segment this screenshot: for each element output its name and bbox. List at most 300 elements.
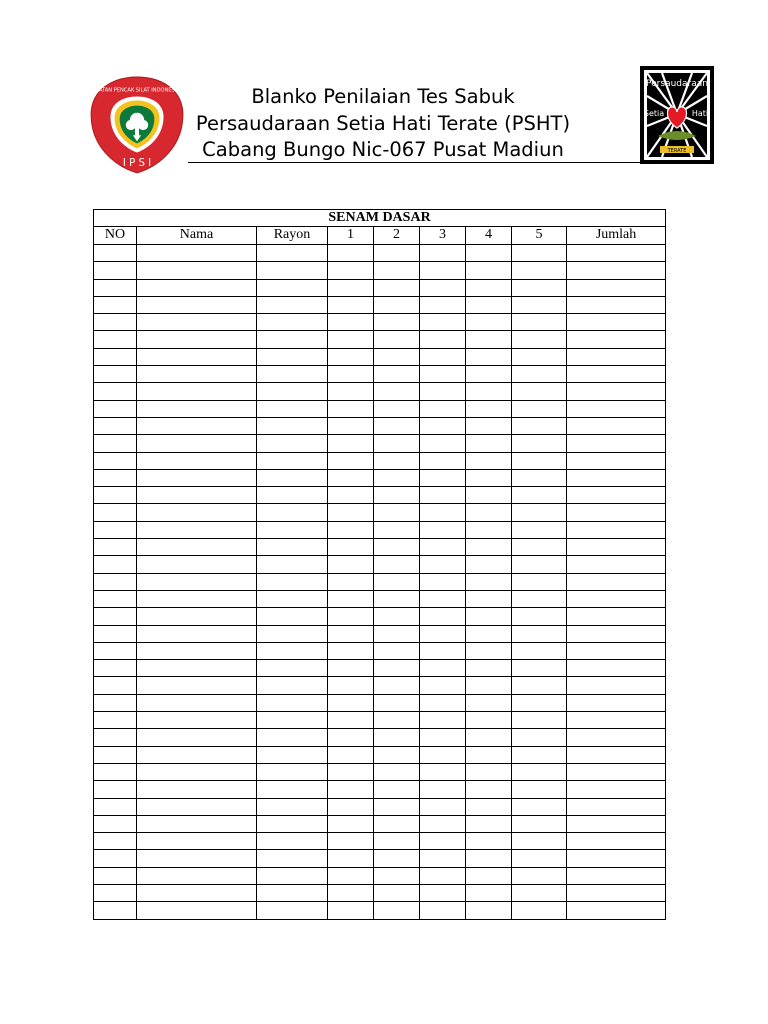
table-cell <box>257 383 328 400</box>
table-cell <box>420 452 466 469</box>
table-cell <box>94 677 137 694</box>
table-cell <box>466 867 512 884</box>
table-cell <box>567 469 666 486</box>
table-row <box>94 729 666 746</box>
table-cell <box>567 781 666 798</box>
table-cell <box>374 556 420 573</box>
table-row <box>94 331 666 348</box>
table-row <box>94 400 666 417</box>
table-cell <box>137 539 257 556</box>
table-cell <box>466 590 512 607</box>
table-cell <box>94 521 137 538</box>
table-cell <box>94 504 137 521</box>
table-cell <box>137 331 257 348</box>
table-cell <box>420 521 466 538</box>
table-row <box>94 556 666 573</box>
table-cell <box>466 608 512 625</box>
table-cell <box>420 539 466 556</box>
table-cell <box>466 504 512 521</box>
table-cell <box>94 245 137 262</box>
table-cell <box>94 279 137 296</box>
table-cell <box>257 815 328 832</box>
table-cell <box>374 781 420 798</box>
table-cell <box>512 504 567 521</box>
column-header-no: NO <box>94 227 137 245</box>
table-cell <box>420 867 466 884</box>
table-cell <box>512 452 567 469</box>
table-cell <box>328 314 374 331</box>
table-cell <box>567 660 666 677</box>
table-cell <box>512 314 567 331</box>
column-header-rayon: Rayon <box>257 227 328 245</box>
table-cell <box>137 781 257 798</box>
table-cell <box>420 850 466 867</box>
table-cell <box>512 884 567 901</box>
table-row <box>94 781 666 798</box>
table-cell <box>328 763 374 780</box>
table-cell <box>466 452 512 469</box>
table-cell <box>420 884 466 901</box>
table-cell <box>466 781 512 798</box>
score-table <box>93 209 666 920</box>
ipsi-logo <box>86 74 188 176</box>
table-cell <box>512 435 567 452</box>
table-cell <box>374 694 420 711</box>
table-cell <box>257 729 328 746</box>
table-cell <box>466 677 512 694</box>
table-cell <box>420 366 466 383</box>
table-cell <box>466 798 512 815</box>
table-cell <box>137 366 257 383</box>
table-cell <box>374 435 420 452</box>
svg-text:I P S I: I P S I <box>122 157 152 169</box>
table-cell <box>420 400 466 417</box>
table-cell <box>257 694 328 711</box>
table-cell <box>512 902 567 919</box>
table-cell <box>420 694 466 711</box>
table-cell <box>567 539 666 556</box>
table-row <box>94 245 666 262</box>
table-cell <box>257 798 328 815</box>
table-cell <box>328 694 374 711</box>
table-cell <box>567 417 666 434</box>
psht-emblem-icon <box>640 66 714 164</box>
table-cell <box>374 729 420 746</box>
table-cell <box>567 902 666 919</box>
table-cell <box>374 262 420 279</box>
table-cell <box>257 902 328 919</box>
table-row <box>94 383 666 400</box>
table-row <box>94 850 666 867</box>
table-cell <box>137 694 257 711</box>
table-cell <box>374 279 420 296</box>
table-cell <box>512 712 567 729</box>
table-cell <box>257 314 328 331</box>
table-cell <box>512 833 567 850</box>
table-cell <box>512 245 567 262</box>
table-cell <box>137 677 257 694</box>
table-cell <box>420 625 466 642</box>
table-cell <box>512 400 567 417</box>
table-cell <box>420 314 466 331</box>
table-cell <box>567 608 666 625</box>
table-cell <box>257 573 328 590</box>
table-cell <box>94 625 137 642</box>
table-cell <box>374 798 420 815</box>
table-cell <box>567 279 666 296</box>
table-cell <box>257 625 328 642</box>
table-cell <box>374 314 420 331</box>
table-cell <box>374 763 420 780</box>
table-cell <box>374 677 420 694</box>
table-cell <box>420 331 466 348</box>
table-cell <box>567 556 666 573</box>
table-cell <box>374 815 420 832</box>
table-cell <box>257 867 328 884</box>
table-cell <box>94 729 137 746</box>
table-cell <box>257 348 328 365</box>
table-cell <box>137 660 257 677</box>
table-cell <box>567 850 666 867</box>
table-cell <box>328 435 374 452</box>
table-cell <box>466 850 512 867</box>
table-cell <box>466 417 512 434</box>
table-row <box>94 296 666 313</box>
table-cell <box>137 435 257 452</box>
table-row <box>94 884 666 901</box>
table-cell <box>137 729 257 746</box>
table-row <box>94 504 666 521</box>
table-cell <box>512 573 567 590</box>
table-cell <box>328 884 374 901</box>
table-row <box>94 798 666 815</box>
table-cell <box>94 556 137 573</box>
table-cell <box>374 625 420 642</box>
table-row <box>94 469 666 486</box>
table-cell <box>257 366 328 383</box>
table-cell <box>94 815 137 832</box>
table-cell <box>328 815 374 832</box>
table-cell <box>567 262 666 279</box>
table-cell <box>328 417 374 434</box>
table-cell <box>328 262 374 279</box>
table-cell <box>328 279 374 296</box>
table-cell <box>137 815 257 832</box>
column-header-5: 5 <box>512 227 567 245</box>
table-cell <box>328 642 374 659</box>
table-cell <box>94 314 137 331</box>
table-cell <box>94 850 137 867</box>
table-cell <box>420 677 466 694</box>
table-row <box>94 763 666 780</box>
table-cell <box>137 296 257 313</box>
table-cell <box>567 884 666 901</box>
table-cell <box>466 435 512 452</box>
table-cell <box>512 279 567 296</box>
table-cell <box>420 296 466 313</box>
table-cell <box>466 660 512 677</box>
table-cell <box>374 487 420 504</box>
table-cell <box>328 712 374 729</box>
table-cell <box>466 902 512 919</box>
table-cell <box>328 452 374 469</box>
table-cell <box>512 469 567 486</box>
table-cell <box>466 487 512 504</box>
table-cell <box>257 677 328 694</box>
table-cell <box>567 763 666 780</box>
table-cell <box>328 902 374 919</box>
table-cell <box>328 400 374 417</box>
table-cell <box>466 383 512 400</box>
table-row <box>94 262 666 279</box>
table-row <box>94 694 666 711</box>
table-cell <box>567 245 666 262</box>
title-line-2: Persaudaraan Setia Hati Terate (PSHT) <box>195 111 571 135</box>
table-row <box>94 452 666 469</box>
table-cell <box>512 487 567 504</box>
table-cell <box>374 348 420 365</box>
table-cell <box>374 469 420 486</box>
table-cell <box>420 781 466 798</box>
table-cell <box>257 781 328 798</box>
table-cell <box>328 798 374 815</box>
svg-text:Persaudaraan: Persaudaraan <box>646 79 708 89</box>
table-cell <box>567 729 666 746</box>
table-cell <box>512 331 567 348</box>
svg-text:Setia: Setia <box>643 109 665 118</box>
table-cell <box>257 608 328 625</box>
table-cell <box>512 746 567 763</box>
table-cell <box>137 590 257 607</box>
table-cell <box>257 833 328 850</box>
table-cell <box>420 798 466 815</box>
table-cell <box>137 400 257 417</box>
table-cell <box>512 625 567 642</box>
table-cell <box>137 521 257 538</box>
table-cell <box>328 850 374 867</box>
table-cell <box>466 245 512 262</box>
table-cell <box>374 417 420 434</box>
table-cell <box>567 798 666 815</box>
table-cell <box>512 798 567 815</box>
table-cell <box>257 642 328 659</box>
table-cell <box>257 296 328 313</box>
table-cell <box>328 729 374 746</box>
column-header-1: 1 <box>328 227 374 245</box>
table-row <box>94 625 666 642</box>
table-cell <box>257 746 328 763</box>
table-cell <box>567 694 666 711</box>
table-cell <box>328 331 374 348</box>
svg-text:TERATE: TERATE <box>667 148 687 154</box>
table-cell <box>257 452 328 469</box>
table-cell <box>567 625 666 642</box>
table-row <box>94 902 666 919</box>
table-cell <box>512 642 567 659</box>
table-cell <box>374 331 420 348</box>
table-cell <box>567 590 666 607</box>
table-cell <box>94 590 137 607</box>
table-cell <box>466 556 512 573</box>
table-cell <box>420 573 466 590</box>
table-cell <box>466 694 512 711</box>
table-cell <box>512 521 567 538</box>
table-row <box>94 366 666 383</box>
table-cell <box>328 625 374 642</box>
table-cell <box>94 660 137 677</box>
table-cell <box>466 331 512 348</box>
table-cell <box>567 677 666 694</box>
table-cell <box>257 884 328 901</box>
table-cell <box>567 867 666 884</box>
table-cell <box>137 902 257 919</box>
column-header-3: 3 <box>420 227 466 245</box>
table-cell <box>420 590 466 607</box>
table-row <box>94 608 666 625</box>
table-cell <box>567 815 666 832</box>
table-cell <box>137 608 257 625</box>
table-cell <box>257 417 328 434</box>
table-cell <box>512 781 567 798</box>
table-cell <box>420 642 466 659</box>
table-cell <box>512 763 567 780</box>
table-cell <box>567 833 666 850</box>
table-cell <box>328 469 374 486</box>
table-cell <box>512 348 567 365</box>
table-cell <box>567 642 666 659</box>
table-cell <box>466 469 512 486</box>
table-cell <box>420 348 466 365</box>
table-cell <box>466 884 512 901</box>
table-cell <box>374 867 420 884</box>
table-cell <box>257 763 328 780</box>
table-cell <box>94 884 137 901</box>
table-cell <box>420 729 466 746</box>
table-cell <box>94 833 137 850</box>
table-cell <box>512 539 567 556</box>
table-cell <box>420 487 466 504</box>
table-cell <box>374 521 420 538</box>
table-cell <box>137 833 257 850</box>
table-cell <box>94 348 137 365</box>
table-cell <box>94 366 137 383</box>
table-cell <box>257 539 328 556</box>
table-cell <box>420 902 466 919</box>
table-cell <box>567 521 666 538</box>
table-cell <box>94 296 137 313</box>
table-cell <box>328 348 374 365</box>
table-row <box>94 487 666 504</box>
table-cell <box>466 625 512 642</box>
table-cell <box>137 417 257 434</box>
table-cell <box>567 331 666 348</box>
table-cell <box>257 556 328 573</box>
table-cell <box>328 383 374 400</box>
table-cell <box>328 833 374 850</box>
table-cell <box>94 781 137 798</box>
table-row <box>94 521 666 538</box>
table-cell <box>420 469 466 486</box>
table-cell <box>328 521 374 538</box>
table-cell <box>374 383 420 400</box>
table-cell <box>466 642 512 659</box>
table-cell <box>512 867 567 884</box>
table-cell <box>512 556 567 573</box>
table-caption: SENAM DASAR <box>94 210 666 227</box>
table-cell <box>328 296 374 313</box>
table-cell <box>137 798 257 815</box>
table-cell <box>374 642 420 659</box>
table-cell <box>420 417 466 434</box>
table-cell <box>567 383 666 400</box>
table-cell <box>137 746 257 763</box>
table-row <box>94 590 666 607</box>
table-cell <box>420 504 466 521</box>
table-cell <box>257 245 328 262</box>
table-cell <box>466 763 512 780</box>
table-cell <box>466 712 512 729</box>
table-cell <box>257 850 328 867</box>
column-header-2: 2 <box>374 227 420 245</box>
table-cell <box>137 262 257 279</box>
table-cell <box>328 539 374 556</box>
table-cell <box>567 348 666 365</box>
table-cell <box>567 366 666 383</box>
table-cell <box>374 746 420 763</box>
table-cell <box>512 815 567 832</box>
table-cell <box>94 417 137 434</box>
table-cell <box>94 763 137 780</box>
table-cell <box>257 712 328 729</box>
table-cell <box>512 383 567 400</box>
table-cell <box>374 660 420 677</box>
table-cell <box>466 729 512 746</box>
table-cell <box>466 746 512 763</box>
table-cell <box>137 383 257 400</box>
title-line-1: Blanko Penilaian Tes Sabuk <box>251 85 515 108</box>
table-cell <box>466 815 512 832</box>
table-row <box>94 348 666 365</box>
table-cell <box>137 245 257 262</box>
table-cell <box>137 867 257 884</box>
table-cell <box>420 746 466 763</box>
table-cell <box>328 245 374 262</box>
column-header-jumlah: Jumlah <box>567 227 666 245</box>
table-cell <box>257 262 328 279</box>
table-cell <box>137 556 257 573</box>
table-cell <box>567 314 666 331</box>
table-cell <box>466 833 512 850</box>
table-row <box>94 712 666 729</box>
table-cell <box>567 504 666 521</box>
table-cell <box>466 348 512 365</box>
table-cell <box>257 504 328 521</box>
title-underline <box>188 162 640 163</box>
table-cell <box>512 729 567 746</box>
table-cell <box>420 763 466 780</box>
table-cell <box>257 660 328 677</box>
table-cell <box>512 677 567 694</box>
table-cell <box>257 400 328 417</box>
table-cell <box>512 850 567 867</box>
table-cell <box>328 746 374 763</box>
table-row <box>94 314 666 331</box>
table-cell <box>137 314 257 331</box>
table-cell <box>94 400 137 417</box>
table-cell <box>420 435 466 452</box>
table-cell <box>420 262 466 279</box>
table-cell <box>512 694 567 711</box>
